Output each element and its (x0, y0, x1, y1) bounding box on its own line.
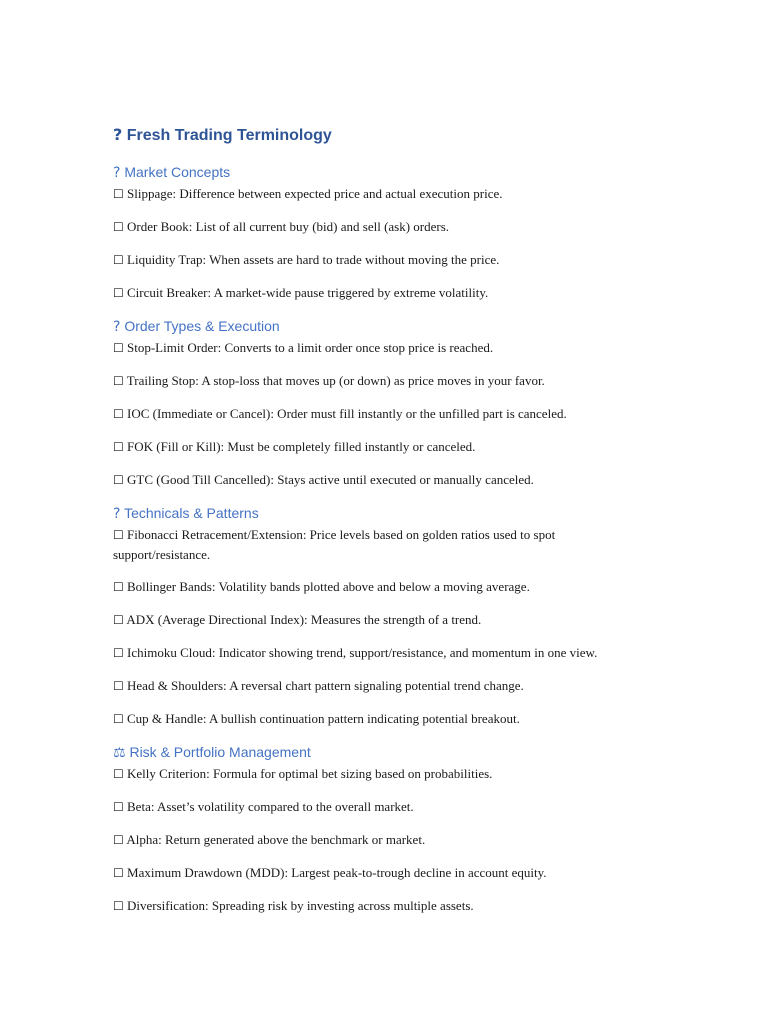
checkbox-icon[interactable]: ☐ (113, 646, 124, 660)
list-item (113, 217, 633, 237)
list-item (113, 676, 633, 696)
list-item-text: Liquidity Trap: When assets are hard to trade without moving the price. (127, 252, 500, 267)
checkbox-icon[interactable]: ☐ (113, 580, 124, 594)
section-icon: ? (113, 165, 121, 181)
list-item-text: Kelly Criterion: Formula for optimal bet sizing based on probabilities. (127, 766, 493, 781)
list-item-text: Slippage: Difference between expected price and actual execution price. (127, 186, 503, 201)
checkbox-icon[interactable]: ☐ (113, 407, 124, 421)
checkbox-icon[interactable]: ☐ (113, 220, 124, 234)
list-item (113, 371, 633, 391)
checkbox-icon[interactable]: ☐ (113, 286, 124, 300)
list-item (113, 404, 633, 424)
checkbox-icon[interactable]: ☐ (113, 374, 124, 388)
checkbox-icon[interactable]: ☐ (113, 440, 124, 454)
list-item (113, 709, 633, 729)
section (113, 161, 633, 303)
checkbox-icon[interactable]: ☐ (113, 473, 124, 487)
list-item (113, 797, 633, 817)
list-item-text: Ichimoku Cloud: Indicator showing trend, support/resistance, and momentum in one view. (127, 645, 598, 660)
checkbox-icon[interactable]: ☐ (113, 187, 124, 201)
checkbox-icon[interactable]: ☐ (113, 613, 124, 627)
list-item-text: IOC (Immediate or Cancel): Order must fill instantly or the unfilled part is canceled. (127, 406, 567, 421)
list-item (113, 863, 633, 883)
list-item-text: Head & Shoulders: A reversal chart pattern signaling potential trend change. (127, 678, 524, 693)
document-title-text: Fresh Trading Terminology (126, 127, 332, 144)
section-icon: ? (113, 319, 121, 335)
list-item-text: Circuit Breaker: A market-wide pause triggered by extreme volatility. (127, 285, 489, 300)
list-item-text: Diversification: Spreading risk by investing across multiple assets. (127, 898, 474, 913)
section-icon: ⚖ (113, 745, 126, 761)
section-heading (113, 161, 633, 184)
section-heading (113, 315, 633, 338)
section-heading-text: Risk & Portfolio Management (129, 744, 311, 760)
list-item (113, 470, 633, 490)
document-title (113, 123, 633, 148)
list-item-text: Fibonacci Retracement/Extension: Price levels based on golden ratios used to spot support/resistance. (113, 527, 556, 562)
list-item-text: ADX (Average Directional Index): Measures the strength of a trend. (126, 612, 482, 627)
list-item-text: Bollinger Bands: Volatility bands plotted above and below a moving average. (127, 579, 530, 594)
section-heading (113, 502, 633, 525)
list-item-text: Trailing Stop: A stop-loss that moves up (or down) as price moves in your favor. (126, 373, 545, 388)
section-heading-text: Order Types & Execution (124, 318, 280, 334)
list-item-text: Beta: Asset’s volatility compared to the overall market. (127, 799, 414, 814)
list-item-text: Stop-Limit Order: Converts to a limit order once stop price is reached. (127, 340, 494, 355)
list-item (113, 643, 633, 663)
list-item (113, 830, 633, 850)
section-heading-text: Technicals & Patterns (124, 505, 259, 521)
section (113, 741, 633, 916)
list-item-text: Alpha: Return generated above the benchmark or market. (126, 832, 426, 847)
section (113, 502, 633, 729)
section-heading (113, 741, 633, 764)
checkbox-icon[interactable]: ☐ (113, 679, 124, 693)
list-item (113, 250, 633, 270)
list-item-text: Order Book: List of all current buy (bid) and sell (ask) orders. (127, 219, 450, 234)
list-item (113, 764, 633, 784)
list-item (113, 184, 633, 204)
section-heading-text: Market Concepts (124, 164, 231, 180)
list-item-text: Cup & Handle: A bullish continuation pattern indicating potential breakout. (127, 711, 520, 726)
checkbox-icon[interactable]: ☐ (113, 712, 124, 726)
list-item (113, 283, 633, 303)
list-item (113, 896, 633, 916)
checkbox-icon[interactable]: ☐ (113, 341, 124, 355)
checkbox-icon[interactable]: ☐ (113, 528, 124, 542)
checkbox-icon[interactable]: ☐ (113, 767, 124, 781)
list-item (113, 525, 633, 564)
checkbox-icon[interactable]: ☐ (113, 899, 124, 913)
list-item-text: GTC (Good Till Cancelled): Stays active until executed or manually canceled. (127, 472, 534, 487)
checkbox-icon[interactable]: ☐ (113, 800, 124, 814)
checkbox-icon[interactable]: ☐ (113, 866, 124, 880)
document-page (113, 123, 633, 928)
checkbox-icon[interactable]: ☐ (113, 833, 124, 847)
list-item-text: FOK (Fill or Kill): Must be completely filled instantly or canceled. (127, 439, 476, 454)
section-icon: ? (113, 506, 121, 522)
title-icon: ? (113, 125, 123, 144)
list-item (113, 338, 633, 358)
sections-container (113, 161, 633, 916)
section (113, 315, 633, 490)
list-item (113, 610, 633, 630)
list-item-text: Maximum Drawdown (MDD): Largest peak-to-trough decline in account equity. (127, 865, 547, 880)
checkbox-icon[interactable]: ☐ (113, 253, 124, 267)
list-item (113, 577, 633, 597)
list-item (113, 437, 633, 457)
